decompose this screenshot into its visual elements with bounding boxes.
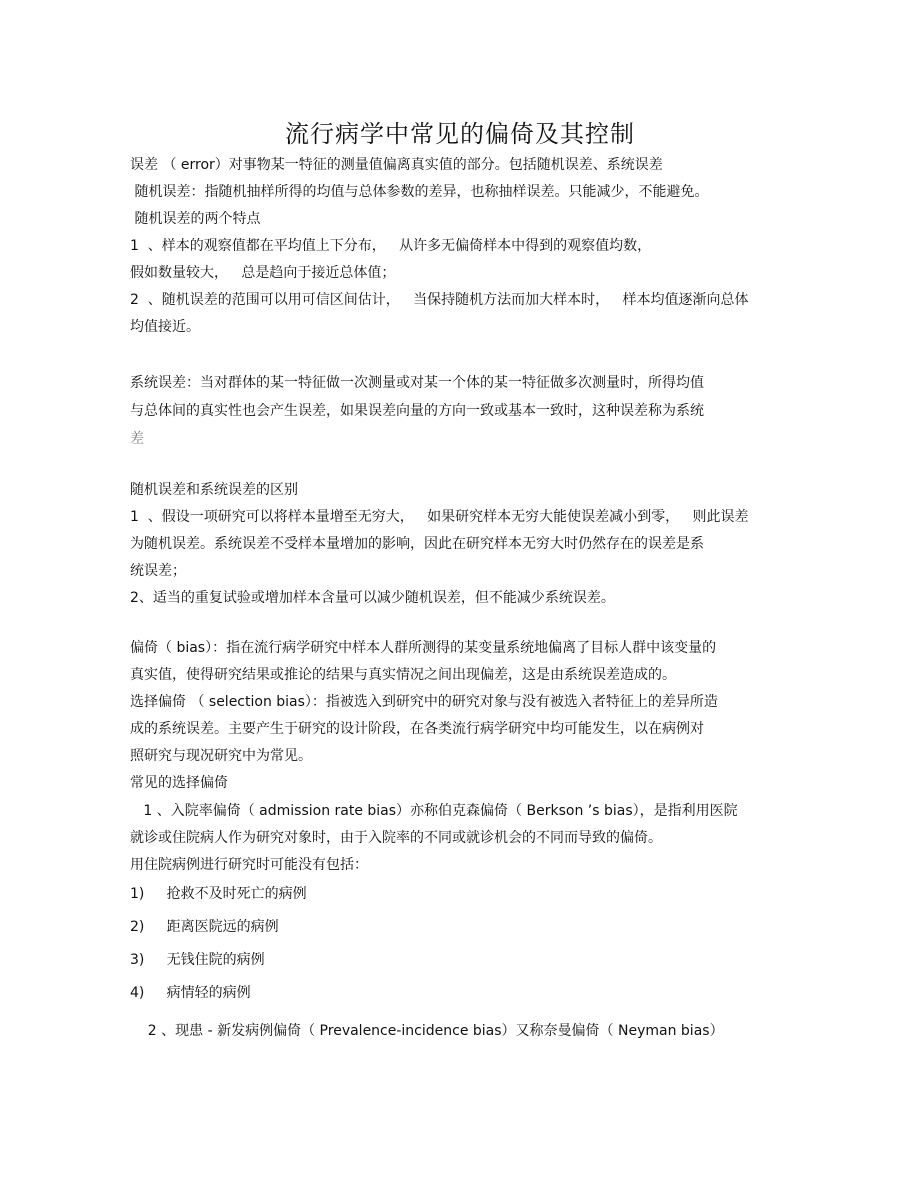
text-line-admission-rate-bias-cont: 就诊或住院病人作为研究对象时，由于入院率的不同或就诊机会的不同而导致的偏倚。: [130, 830, 662, 846]
text-line-selection-bias: 选择偏倚 （ selection bias）：指被选入到研究中的研究对象与没有被选入者特征上的差异所造: [130, 694, 718, 710]
text-line-difference-heading: 随机误差和系统误差的区别: [130, 482, 298, 498]
text-line-difference-2: 2、适当的重复试验或增加样本含量可以减少随机误差，但不能减少系统误差。: [130, 590, 615, 606]
list-item-1: 1) 抢救不及时死亡的病例: [130, 886, 307, 902]
text-line-admission-rate-bias: 1 、入院率偏倚（ admission rate bias）亦称伯克森偏倚（ Berkson ’s bias），是指利用医院: [130, 803, 738, 819]
text-line-bias-definition-cont: 真实值，使得研究结果或推论的结果与真实情况之间出现偏差，这是由系统误差造成的。: [130, 667, 676, 683]
document-title: 流行病学中常见的偏倚及其控制: [285, 120, 635, 148]
text-line-difference-1: 1 、假设一项研究可以将样本量增至无穷大， 如果研究样本无穷大能使误差减小到零， 则此误差: [130, 509, 749, 525]
text-line-systematic-error-definition: 系统误差：当对群体的某一特征做一次测量或对某一个体的某一特征做多次测量时，所得均值: [130, 375, 704, 391]
text-line-systematic-error-cont: 与总体间的真实性也会产生误差，如果误差向量的方向一致或基本一致时，这种误差称为系统: [130, 403, 704, 419]
text-line-random-error-features-heading: 随机误差的两个特点: [130, 211, 261, 227]
list-item-4: 4) 病情轻的病例: [130, 985, 251, 1001]
text-line-common-selection-bias-heading: 常见的选择偏倚: [130, 775, 228, 791]
text-line-feature-2-cont: 均值接近。: [130, 319, 200, 335]
text-line-feature-1: 1 、样本的观察值都在平均值上下分布， 从许多无偏倚样本中得到的观察值均数，: [130, 238, 652, 254]
text-line-neyman-bias: 2 、现患 - 新发病例偏倚（ Prevalence-incidence bias）又称奈曼偏倚（ Neyman bias）: [130, 1023, 724, 1039]
text-line-error-definition: 误差 （ error）对事物某一特征的测量值偏离真实值的部分。包括随机误差、系统误差: [130, 157, 663, 173]
text-line-feature-1-cont: 假如数量较大， 总是趋向于接近总体值；: [130, 265, 396, 281]
text-line-feature-2: 2 、随机误差的范围可以用可信区间估计， 当保持随机方法而加大样本时， 样本均值逐渐向总体: [130, 292, 749, 308]
text-line-systematic-error-end: 差: [130, 431, 144, 447]
text-line-selection-bias-cont: 成的系统误差。主要产生于研究的设计阶段，在各类流行病学研究中均可能发生，以在病例对: [130, 721, 704, 737]
text-line-hospital-cases-intro: 用住院病例进行研究时可能没有包括：: [130, 857, 368, 873]
text-line-random-error-definition: 随机误差：指随机抽样所得的均值与总体参数的差异，也称抽样误差。只能减少，不能避免。: [130, 184, 709, 200]
text-line-selection-bias-end: 照研究与现况研究中为常见。: [130, 748, 312, 764]
list-item-2: 2) 距离医院远的病例: [130, 919, 279, 935]
text-line-difference-1-end: 统误差；: [130, 563, 186, 579]
text-line-difference-1-cont: 为随机误差。系统误差不受样本量增加的影响，因此在研究样本无穷大时仍然存在的误差是系: [130, 536, 704, 552]
list-item-3: 3) 无钱住院的病例: [130, 952, 265, 968]
text-line-bias-definition: 偏倚（ bias）：指在流行病学研究中样本人群所测得的某变量系统地偏离了目标人群中该变量的: [130, 640, 717, 656]
